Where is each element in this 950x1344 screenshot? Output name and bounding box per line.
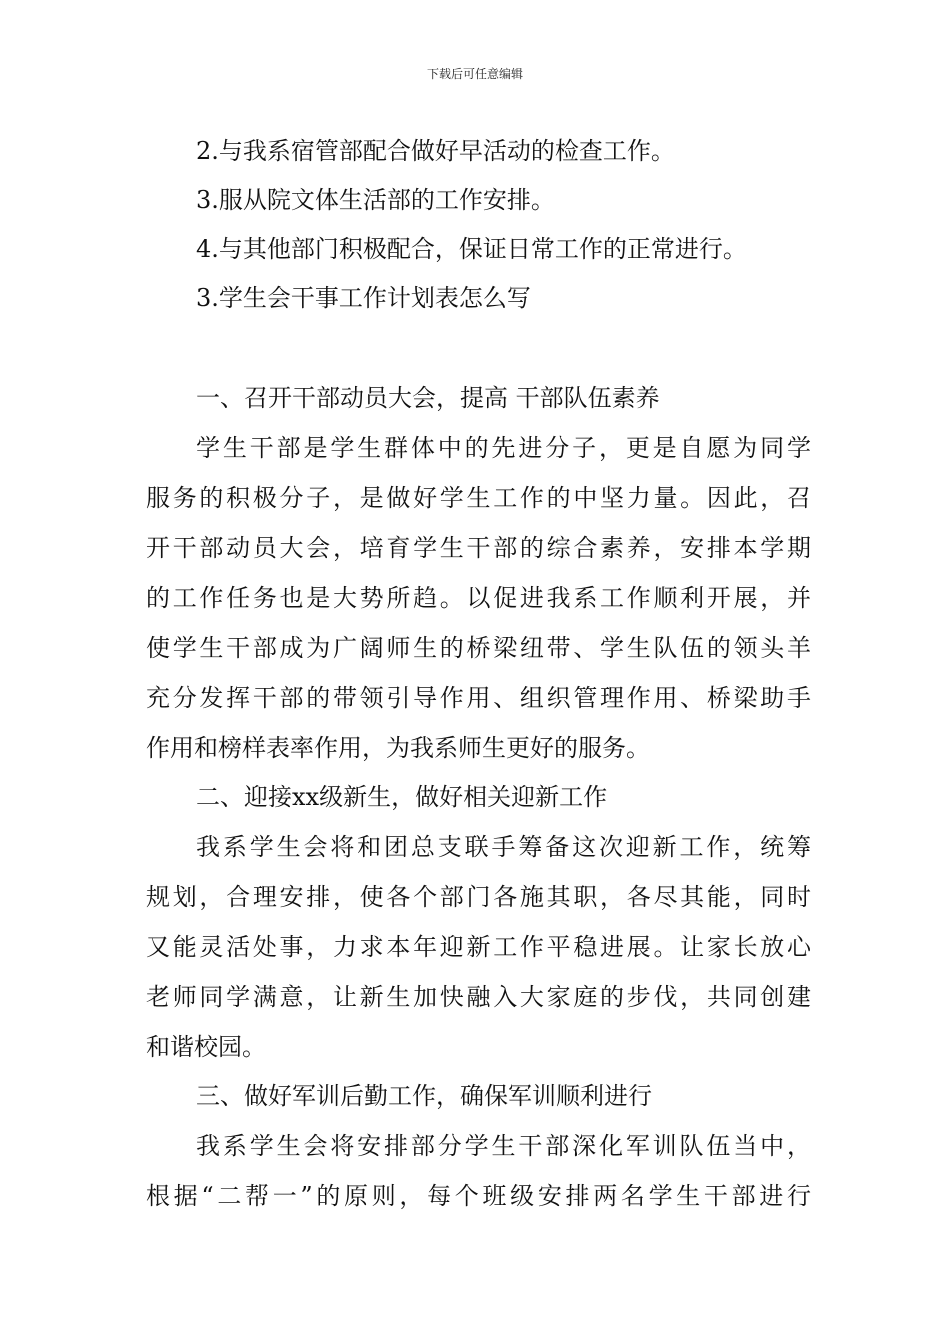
list-item: 2.与我系宿管部配合做好早活动的检查工作。: [196, 137, 675, 165]
heading-2: 二、迎接xx级新生，做好相关迎新工作: [196, 783, 608, 811]
paragraph-line: 规划，合理安排，使各个部门各施其职，各尽其能，同时: [146, 883, 811, 911]
paragraph-line: 的工作任务也是大势所趋。以促进我系工作顺利开展，并: [146, 584, 811, 612]
paragraph-line: 作用和榜样表率作用，为我系师生更好的服务。: [146, 734, 650, 762]
paragraph-line: 使学生干部成为广阔师生的桥梁纽带、学生队伍的领头羊: [146, 634, 811, 662]
list-item: 4.与其他部门积极配合，保证日常工作的正常进行。: [196, 235, 747, 263]
heading-3: 三、做好军训后勤工作，确保军训顺利进行: [196, 1082, 652, 1110]
paragraph-line: 根据“二帮一”的原则，每个班级安排两名学生干部进行: [146, 1182, 811, 1210]
paragraph-line: 我系学生会将安排部分学生干部深化军训队伍当中，: [196, 1132, 811, 1160]
page-header-note: 下载后可任意编辑: [426, 67, 523, 81]
paragraph-line: 老师同学满意，让新生加快融入大家庭的步伐，共同创建: [146, 983, 811, 1011]
paragraph-line: 又能灵活处事，力求本年迎新工作平稳进展。让家长放心: [146, 933, 811, 961]
paragraph-line: 我系学生会将和团总支联手筹备这次迎新工作，统筹: [196, 833, 811, 861]
section-title: 3.学生会干事工作计划表怎么写: [196, 284, 531, 312]
list-item: 3.服从院文体生活部的工作安排。: [196, 186, 555, 214]
paragraph-line: 充分发挥干部的带领引导作用、组织管理作用、桥梁助手: [146, 684, 811, 712]
paragraph-line: 服务的积极分子，是做好学生工作的中坚力量。因此，召: [146, 484, 811, 512]
heading-1: 一、召开干部动员大会，提高 干部队伍素养: [196, 384, 660, 412]
paragraph-line: 开干部动员大会，培育学生干部的综合素养，安排本学期: [146, 534, 811, 562]
paragraph-line: 学生干部是学生群体中的先进分子，更是自愿为同学: [196, 434, 811, 462]
paragraph-line: 和谐校园。: [146, 1033, 266, 1061]
